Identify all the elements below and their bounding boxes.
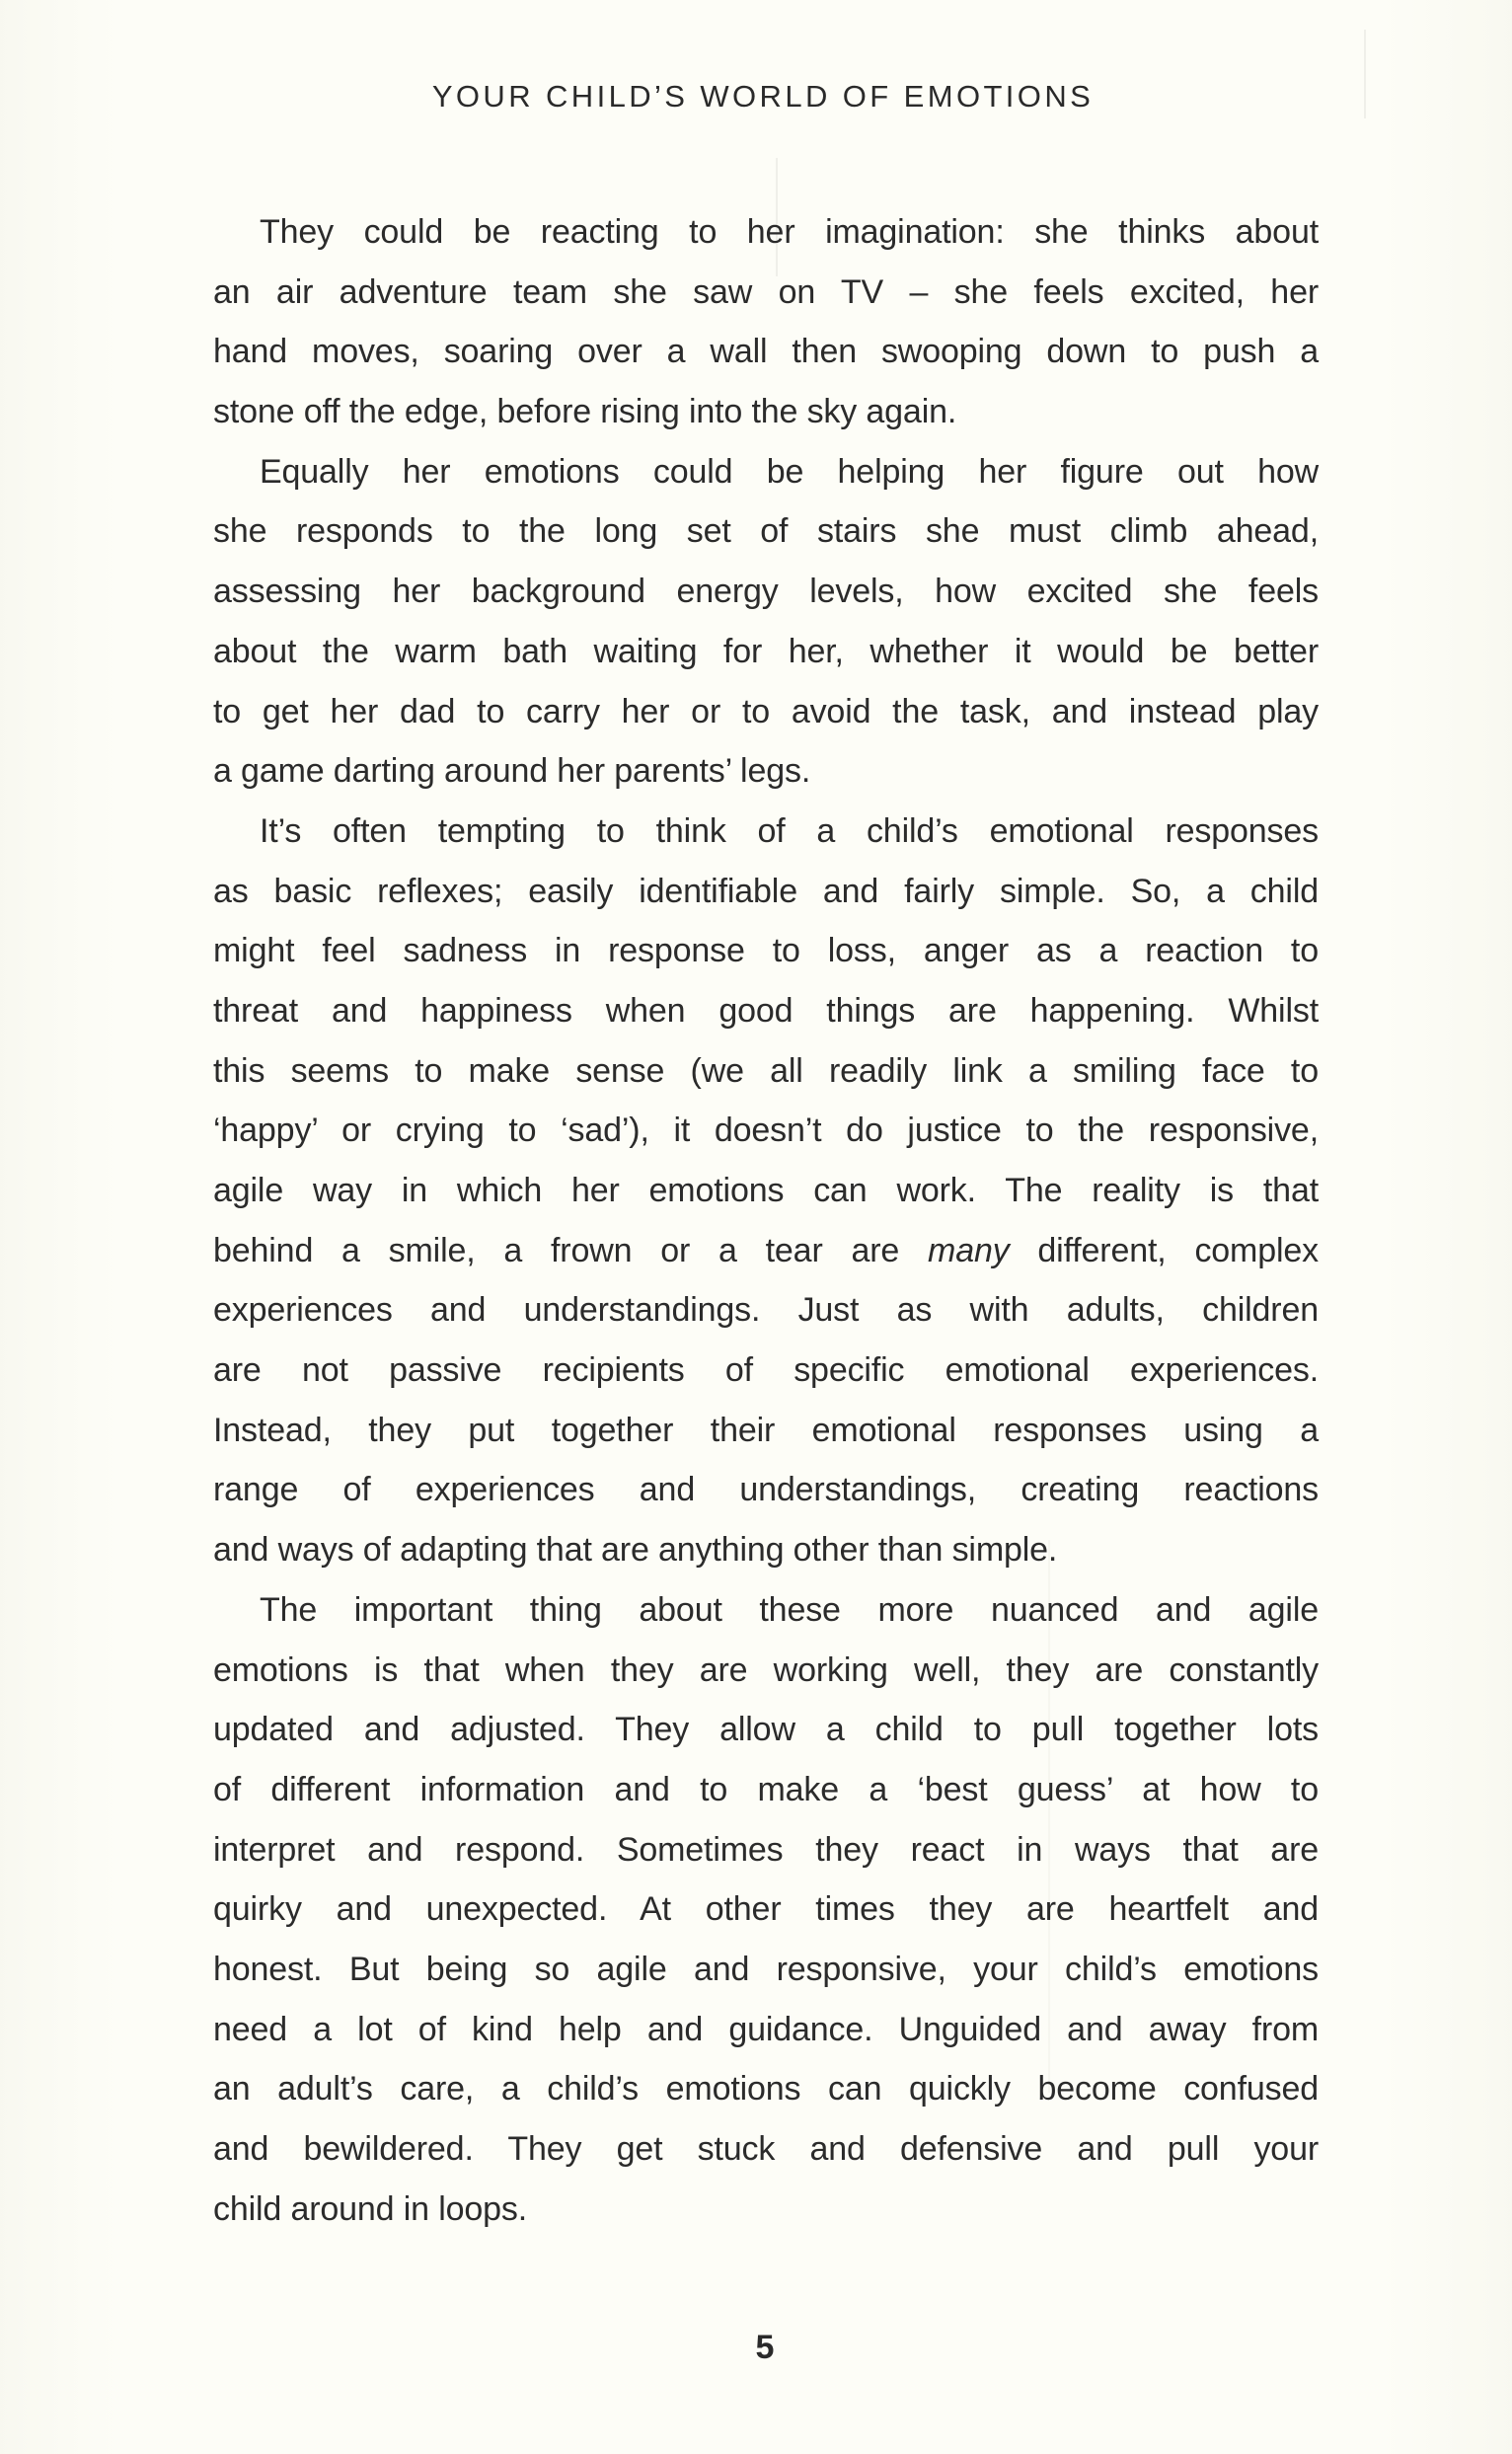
text-line: this seems to make sense (we all readily link a smiling face to bbox=[213, 1051, 1319, 1090]
text-line: as basic reflexes; easily identifiable and fairly simple. So, a child bbox=[213, 872, 1319, 910]
text-line: updated and adjusted. They allow a child to pull together lots bbox=[213, 1711, 1319, 1749]
text-line: agile way in which her emotions can work. The reality is that bbox=[213, 1172, 1319, 1209]
paragraph-2 bbox=[213, 442, 1319, 802]
text-line: stone off the edge, before rising into the sky again. bbox=[213, 393, 957, 431]
text-line: hand moves, soaring over a wall then swooping down to push a bbox=[213, 333, 1319, 371]
text-line: an air adventure team she saw on TV – she feels excited, her bbox=[213, 272, 1319, 311]
text-line: range of experiences and understandings, creating reactions bbox=[213, 1471, 1319, 1509]
text-line: need a lot of kind help and guidance. Unguided and away from bbox=[213, 2010, 1319, 2048]
text-line: quirky and unexpected. At other times they are heartfelt and bbox=[213, 1890, 1319, 1929]
body-text bbox=[213, 202, 1319, 2239]
text-line: about the warm bath waiting for her, whether it would be better bbox=[213, 632, 1319, 670]
text-line: of different information and to make a ‘best guess’ at how to bbox=[213, 1770, 1319, 1808]
text-line: ‘happy’ or crying to ‘sad’), it doesn’t do justice to the responsive, bbox=[213, 1112, 1319, 1150]
emphasized-word: many bbox=[928, 1231, 1010, 1269]
text-line: interpret and respond. Sometimes they react in ways that are bbox=[213, 1830, 1319, 1869]
text-line: assessing her background energy levels, how excited she feels bbox=[213, 573, 1319, 611]
text-line: she responds to the long set of stairs she must climb ahead, bbox=[213, 512, 1319, 551]
text-line: child around in loops. bbox=[213, 2189, 528, 2228]
text-line: and ways of adapting that are anything other than simple. bbox=[213, 1531, 1058, 1570]
page-number: 5 bbox=[755, 2329, 775, 2366]
text-line: might feel sadness in response to loss, anger as a reaction to bbox=[213, 932, 1319, 970]
text-segment: behind a smile, a frown or a tear are bbox=[213, 1231, 929, 1269]
text-line: and bewildered. They get stuck and defensive and pull your bbox=[213, 2130, 1319, 2168]
text-line: an adult’s care, a child’s emotions can quickly become confused bbox=[213, 2070, 1319, 2109]
text-line: honest. But being so agile and responsive, your child’s emotions bbox=[213, 1950, 1319, 1988]
paragraph-3 bbox=[213, 802, 1319, 1580]
text-line: to get her dad to carry her or to avoid the task, and instead play bbox=[213, 692, 1319, 730]
text-line: are not passive recipients of specific emotional experiences. bbox=[213, 1351, 1319, 1390]
text-line: The important thing about these more nuanced and agile bbox=[260, 1590, 1319, 1629]
text-line-with-emphasis bbox=[213, 1221, 1319, 1281]
text-segment: different, complex bbox=[1009, 1231, 1319, 1269]
text-line: Equally her emotions could be helping her figure out how bbox=[260, 452, 1319, 491]
paragraph-4 bbox=[213, 1580, 1319, 2240]
paragraph-1 bbox=[213, 202, 1319, 442]
text-line: experiences and understandings. Just as with adults, children bbox=[213, 1291, 1319, 1330]
text-line: Instead, they put together their emotional responses using a bbox=[213, 1411, 1319, 1449]
text-line: They could be reacting to her imagination: she thinks about bbox=[260, 213, 1319, 251]
text-line: a game darting around her parents’ legs. bbox=[213, 752, 811, 791]
running-head: YOUR CHILD’S WORLD OF EMOTIONS bbox=[431, 79, 1095, 114]
text-line: emotions is that when they are working well, they are constantly bbox=[213, 1650, 1319, 1689]
text-line: It’s often tempting to think of a child’s emotional responses bbox=[260, 811, 1319, 850]
text-line: threat and happiness when good things are happening. Whilst bbox=[213, 991, 1319, 1030]
